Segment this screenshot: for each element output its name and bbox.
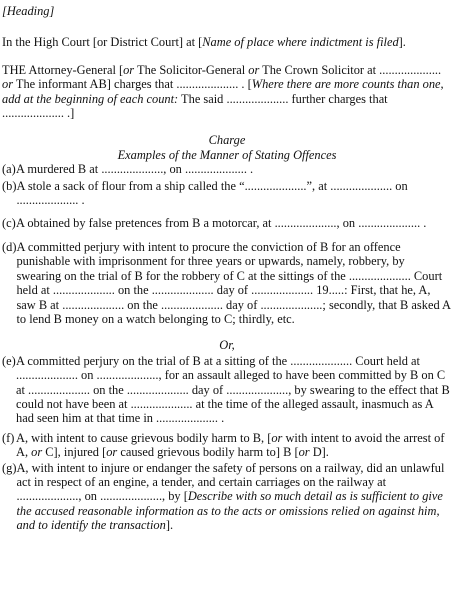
item-or: or [271, 430, 283, 445]
example-item-a [2, 162, 452, 176]
item-or: or [31, 445, 43, 460]
charge-intro [2, 63, 452, 121]
item-label: (g) [2, 460, 17, 475]
item-label: (c) [2, 216, 16, 231]
intro-part: The Crown Solicitor at .................... [259, 62, 442, 77]
or-separator: Or, [219, 338, 235, 353]
example-item-e [2, 354, 452, 426]
intro-part: THE Attorney-General [ [2, 62, 124, 77]
court-text: In the High Court [or District Court] at [ [2, 35, 203, 50]
court-text-end: ]. [398, 35, 406, 50]
court-line [2, 35, 452, 49]
item-text: A committed perjury with intent to procure the conviction of B for an offence punishable with imprisonment for three years or upwards, namely, robbery, by swearing on the trial of B for the robbery of C at the sittings of the .................... Court held at .................... on the .................... day of .................... 19.....: First, that he, A, saw B at .................... on the .................... day of ....................; secondly, that B asked A to lend B money on a watch belonging to C; thirdly, etc. [16, 239, 451, 326]
item-or: or [298, 445, 310, 460]
item-text: A obtained by false pretences from B a motorcar, at ...................., on .................... . [16, 216, 427, 231]
intro-part: The said .................... further charges that .................... .] [2, 91, 388, 121]
example-item-b [2, 179, 452, 208]
example-item-c [2, 216, 452, 230]
item-text: A stole a sack of flour from a ship called the “....................”, at .................... on .................... . [16, 178, 408, 208]
intro-or: or [2, 77, 14, 92]
item-text-part: ]. [165, 518, 174, 533]
item-text-part: C], injured [ [42, 445, 107, 460]
item-text-part: A, with intent to injure or endanger the safety of persons on a railway, did an unlawful act in respect of an engine, a tender, and certain carriages on the railway at ...................., on ...................., by [ [16, 460, 445, 504]
heading-placeholder: [Heading] [2, 4, 55, 18]
intro-or: or [248, 62, 260, 77]
intro-instruction: Where there are more counts than one, add at the beginning of each count: [2, 77, 444, 106]
charge-title: Charge [208, 133, 246, 148]
intro-part: The Solicitor-General [134, 62, 249, 77]
court-place-placeholder: Name of place where indictment is filed [202, 35, 399, 50]
intro-or: or [123, 62, 135, 77]
item-label: (a) [2, 162, 16, 177]
item-text [16, 431, 452, 460]
example-item-f [2, 431, 452, 460]
item-text: A murdered B at ...................., on .................... . [16, 162, 254, 177]
example-item-d [2, 240, 452, 326]
item-or: or [106, 445, 118, 460]
intro-part: The informant AB] charges that .................... . [ [13, 77, 252, 92]
item-instruction: Describe with so much detail as is sufficient to give the accused reasonable information as to the acts or omissions relied on against him, and to identify the transaction [16, 489, 443, 533]
item-text-part: with intent to avoid the arrest of A, [16, 430, 445, 460]
charge-subtitle: Examples of the Manner of Stating Offences [117, 147, 337, 162]
item-label: (f) [2, 430, 15, 445]
item-label: (b) [2, 178, 17, 193]
item-text-part: D]. [309, 445, 329, 460]
item-text [16, 461, 452, 533]
example-item-g [2, 461, 452, 533]
item-text-part: A, with intent to cause grievous bodily harm to B, [ [16, 430, 272, 445]
item-text-part: caused grievous bodily harm to] B [ [117, 445, 299, 460]
item-text: A committed perjury on the trial of B at a sitting of the .................... Court held at .................... on ...................., for an assault alleged to have been committed by B on C at .................... on the .................... day of ...................., by swearing to the effect that B could not have been at .................... at the time of the alleged assault, inasmuch as A had seen him at that time in .................... . [16, 353, 450, 426]
item-label: (e) [2, 353, 16, 368]
item-label: (d) [2, 239, 17, 254]
